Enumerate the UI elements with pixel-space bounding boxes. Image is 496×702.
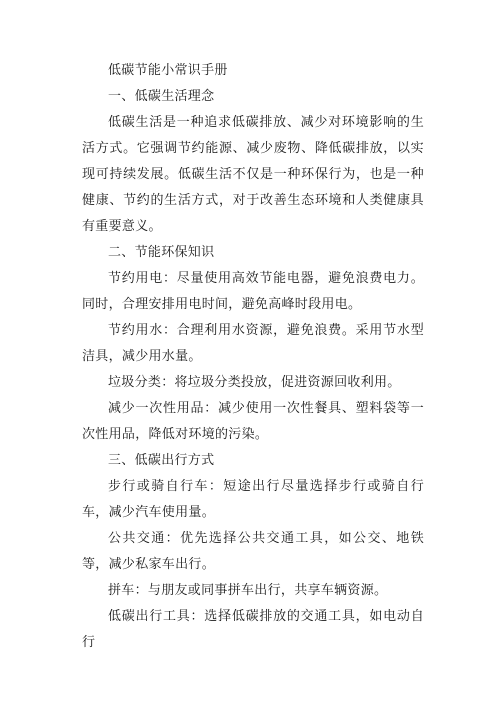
paragraph: 低碳生活是一种追求低碳排放、减少对环境影响的生活方式。它强调节约能源、减少废物、降低碳排放，以实现可持续发展。低碳生活不仅是一种环保行为，也是一种健康、节约的生活方式，对于改善生态环境和人类健康具有重要意义。 xyxy=(82,115,424,234)
paragraph: 低碳出行工具：选择低碳排放的交通工具，如电动自行 xyxy=(82,609,424,650)
document-body xyxy=(82,58,424,656)
paragraph: 节约用水：合理利用水资源，避免浪费。采用节水型洁具，减少用水量。 xyxy=(82,323,424,364)
section-heading: 一、低碳生活理念 xyxy=(108,89,215,104)
section-heading: 二、节能环保知识 xyxy=(108,245,215,260)
paragraph: 步行或骑自行车：短途出行尽量选择步行或骑自行车，减少汽车使用量。 xyxy=(82,479,424,520)
paragraph: 拼车：与朋友或同事拼车出行，共享车辆资源。 xyxy=(108,583,388,598)
paragraph: 节约用电：尽量使用高效节能电器，避免浪费电力。同时，合理安排用电时间，避免高峰时段用电。 xyxy=(82,271,424,312)
paragraph: 公共交通：优先选择公共交通工具，如公交、地铁等，减少私家车出行。 xyxy=(82,531,424,572)
paragraph: 减少一次性用品：减少使用一次性餐具、塑料袋等一次性用品，降低对环境的污染。 xyxy=(82,401,424,442)
paragraph: 垃圾分类：将垃圾分类投放，促进资源回收利用。 xyxy=(108,375,401,390)
section-heading: 三、低碳出行方式 xyxy=(108,453,215,468)
document-title: 低碳节能小常识手册 xyxy=(108,63,228,78)
